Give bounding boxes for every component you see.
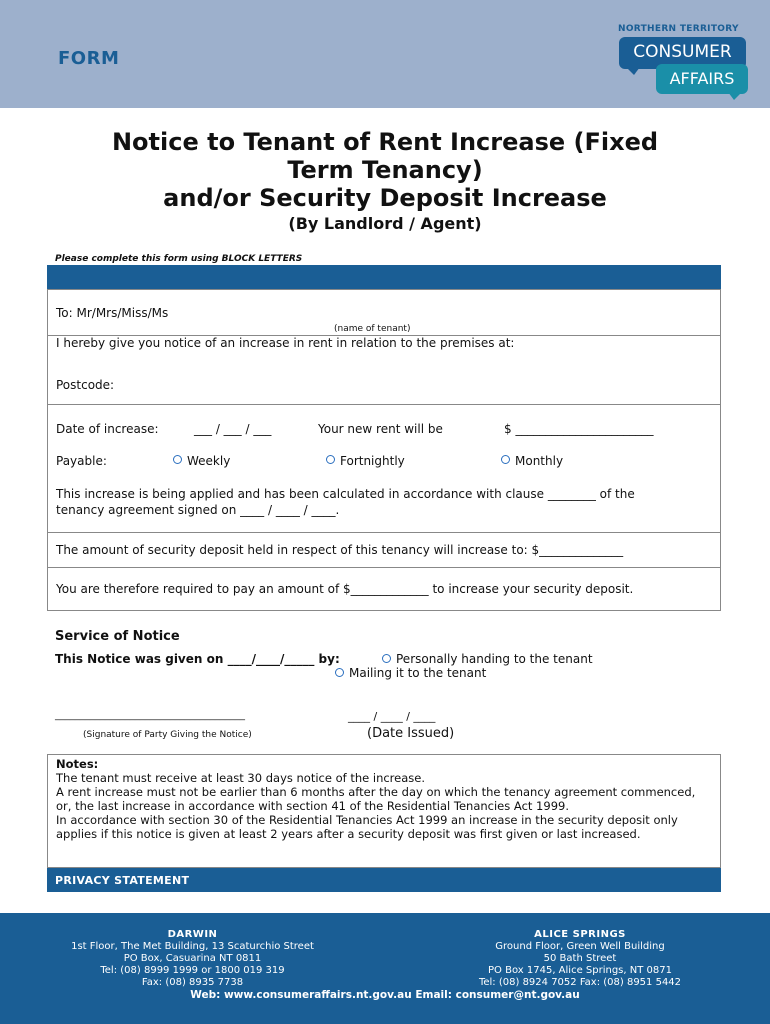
- fortnightly-label: Fortnightly: [340, 454, 405, 468]
- new-rent-label: Your new rent will be: [318, 422, 443, 436]
- notes-heading: Notes:: [56, 757, 99, 771]
- logo-bubble-tail: [728, 92, 742, 100]
- tenant-name-section[interactable]: [47, 289, 721, 336]
- personally-handing-label: Personally handing to the tenant: [396, 652, 593, 666]
- rent-increase-section: [47, 404, 721, 533]
- deposit-increase-section[interactable]: [47, 532, 721, 568]
- logo-bubble-affairs: [656, 64, 748, 94]
- form-label: FORM: [58, 48, 120, 69]
- title-line: Notice to Tenant of Rent Increase (Fixed: [111, 128, 659, 156]
- alice-springs-office: [430, 929, 730, 989]
- alice-street: 50 Bath Street: [543, 953, 617, 964]
- alice-heading: ALICE SPRINGS: [534, 929, 626, 940]
- mailing-radio[interactable]: [335, 668, 344, 677]
- clause-text-line[interactable]: This increase is being applied and has been calculated in accordance with clause ________ of the: [56, 487, 635, 501]
- darwin-heading: DARWIN: [167, 929, 218, 940]
- date-issued-field[interactable]: ____ / ____ / ____: [348, 710, 436, 723]
- notes-box: [47, 754, 721, 868]
- darwin-fax: Fax: (08) 8935 7738: [141, 977, 244, 988]
- monthly-radio[interactable]: [501, 455, 510, 464]
- title-line: Term Tenancy): [287, 156, 483, 184]
- privacy-statement-bar[interactable]: [47, 868, 721, 892]
- alice-po-box: PO Box 1745, Alice Springs, NT 0871: [488, 965, 672, 976]
- notes-text: [56, 757, 711, 841]
- date-of-increase-label: Date of increase:: [56, 422, 159, 436]
- privacy-statement-label: PRIVACY STATEMENT: [55, 874, 190, 887]
- deposit-increase-text: The amount of security deposit held in respect of this tenancy will increase to: $______________: [56, 543, 624, 557]
- name-of-tenant-caption: (name of tenant): [334, 324, 411, 334]
- darwin-phone: Tel: (08) 8999 1999 or 1800 019 319: [100, 965, 285, 976]
- instruction-text: Please complete this form using BLOCK LETTERS: [55, 254, 303, 264]
- alice-phone-fax: Tel: (08) 8924 7052 Fax: (08) 8951 5442: [478, 977, 682, 988]
- form-header-bar: [47, 265, 721, 289]
- deposit-pay-text: You are therefore required to pay an amount of $_____________ to increase your security deposit.: [56, 582, 634, 596]
- weekly-label: Weekly: [187, 454, 231, 468]
- page-subtitle: (By Landlord / Agent): [288, 214, 482, 233]
- alice-address: Ground Floor, Green Well Building: [495, 941, 665, 952]
- payable-label: Payable:: [56, 454, 107, 468]
- logo-affairs-text: AFFAIRS: [669, 69, 735, 88]
- page-title: [60, 128, 710, 212]
- note-item: The tenant must receive at least 30 days notice of the increase.: [56, 771, 425, 785]
- weekly-radio[interactable]: [173, 455, 182, 464]
- header-band: [0, 0, 770, 108]
- date-issued-caption: (Date Issued): [367, 726, 455, 741]
- note-item: In accordance with section 30 of the Residential Tenancies Act 1999 an increase in the security deposit only applies if this notice is given at least 2 years after a security deposit was first given or last increased.: [56, 813, 678, 841]
- service-of-notice-heading: Service of Notice: [55, 629, 180, 644]
- note-item: A rent increase must not be earlier than 6 months after the day on which the tenancy agreement commenced, or, the last increase in accordance with section 41 of the Residential Tenancies Act 1999.: [56, 785, 696, 813]
- darwin-office: [40, 929, 345, 989]
- tenancy-agreement-date-line[interactable]: tenancy agreement signed on ____ / ____ / ____.: [56, 503, 340, 517]
- mailing-label: Mailing it to the tenant: [349, 666, 487, 680]
- notice-given-text[interactable]: This Notice was given on ____/____/_____ by:: [55, 652, 340, 666]
- personally-handing-radio[interactable]: [382, 654, 391, 663]
- deposit-payment-section[interactable]: [47, 567, 721, 611]
- premises-notice-text: I hereby give you notice of an increase in rent in relation to the premises at:: [56, 336, 515, 350]
- monthly-label: Monthly: [515, 454, 564, 468]
- title-line: and/or Security Deposit Increase: [163, 184, 607, 212]
- postcode-label: Postcode:: [56, 378, 115, 392]
- to-label: To: Mr/Mrs/Miss/Ms: [56, 306, 169, 320]
- signature-line[interactable]: ______________________________________: [55, 710, 245, 721]
- logo-top-text: NORTHERN TERRITORY: [618, 24, 739, 34]
- darwin-po-box: PO Box, Casuarina NT 0811: [123, 953, 262, 964]
- premises-section[interactable]: [47, 335, 721, 405]
- nt-consumer-affairs-logo: [616, 24, 752, 104]
- date-of-increase-field[interactable]: ___ / ___ / ___: [194, 422, 272, 436]
- logo-consumer-text: CONSUMER: [633, 42, 732, 62]
- fortnightly-radio[interactable]: [326, 455, 335, 464]
- signature-caption: (Signature of Party Giving the Notice): [83, 730, 252, 740]
- darwin-address: 1st Floor, The Met Building, 13 Scaturchio Street: [71, 941, 314, 952]
- web-email-line[interactable]: Web: www.consumeraffairs.nt.gov.au Email: consumer@nt.gov.au: [190, 989, 580, 1001]
- new-rent-field[interactable]: $ _______________________: [504, 422, 654, 436]
- logo-bubble-tail: [626, 67, 640, 75]
- footer: [0, 913, 770, 1024]
